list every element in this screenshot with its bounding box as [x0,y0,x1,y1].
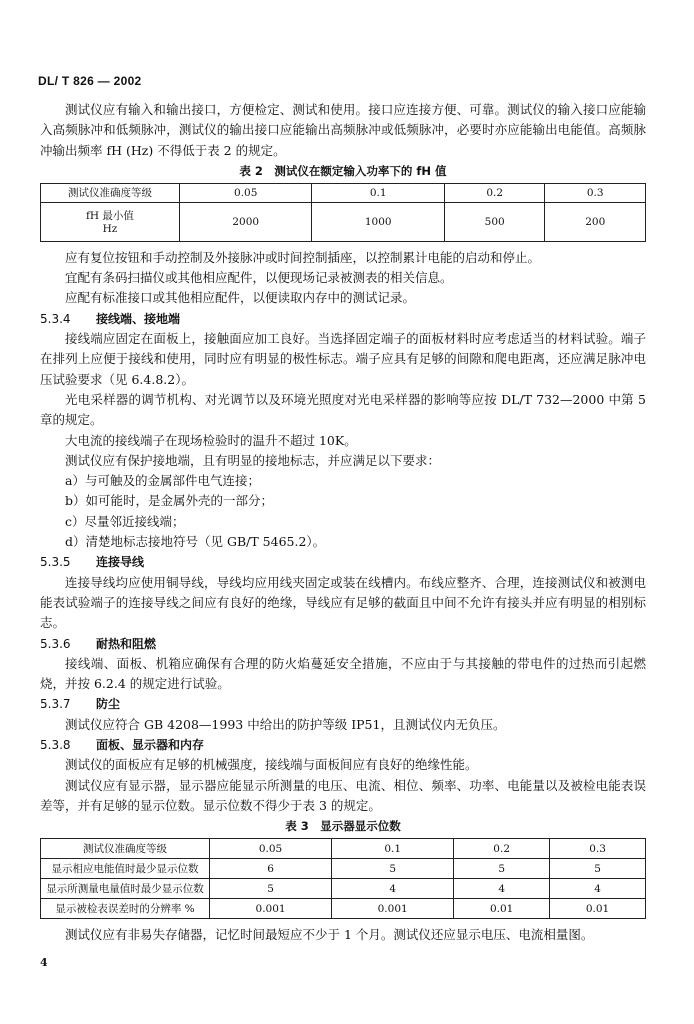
section-number: 5.3.4 [40,311,71,326]
table-2 [40,183,646,242]
table-cell: 显示被检表误差时的分辨率 % [41,899,210,919]
table-row [41,899,646,919]
list-item: c）尽量邻近接线端； [65,513,185,529]
section-number: 5.3.7 [40,697,71,712]
table-cell: 0.001 [210,899,332,919]
paragraph: 宜配有条码扫描仪或其他相应配件，以便现场记录被测表的相关信息。 [65,270,453,286]
table-cell: 0.3 [545,183,646,202]
paragraph: 应有复位按钮和手动控制及外接脉冲或时间控制插座，以控制累计电能的启动和停止。 [65,249,541,265]
table-cell: 0.01 [454,899,550,919]
table-cell: 4 [332,879,454,899]
table-cell [41,202,180,241]
paragraph: 应配有标准接口或其他相应配件，以便读取内存中的测试记录。 [65,290,416,306]
document-body [40,100,646,946]
section-heading [40,309,646,329]
table-cell: 测试仪准确度等级 [41,183,180,202]
paragraph: 大电流的接线端子在现场检验时的温升不超过 10K。 [65,432,357,448]
list-item: a）与可触及的金属部件电气连接； [65,473,260,489]
table-cell: 显示相应电能值时最少显示位数 [41,859,210,879]
page-number: 4 [40,956,48,969]
table-cell: 0.1 [332,839,454,859]
section-number: 5.3.6 [40,636,71,651]
table-cell: 5 [210,879,332,899]
paragraph: 测试仪应有非易失存储器，记忆时间最短应不少于 1 个月。测试仪还应显示电压、电流相量图。 [65,927,594,943]
section-heading [40,694,646,714]
section-heading [40,735,646,755]
table-cell: 0.01 [550,899,646,919]
table-row [41,183,646,202]
list-item: b）如可能时，是金属外壳的一部分； [65,493,274,509]
table-cell: 0.2 [454,839,550,859]
table-cell: 4 [550,879,646,899]
paragraph: 测试仪的面板应有足够的机械强度，接线端与面板间应有良好的绝缘性能。 [65,757,478,773]
section-heading [40,634,646,654]
table-2-caption: 表 2 测试仪在额定输入功率下的 fH 值 [239,163,447,178]
paragraph: 光电采样器的调节机构、对光调节以及环境光照度对光电采样器的影响等应按 DL/T 732—2000 中第 5 章的规定。 [40,391,646,428]
table-3 [40,838,646,919]
table-cell: 5 [332,859,454,879]
table-cell: 5 [550,859,646,879]
section-heading [40,552,646,572]
table-cell: 显示所测量电量值时最少显示位数 [41,879,210,899]
section-title: 面板、显示器和内存 [96,738,205,753]
fh-unit: Hz [102,223,118,236]
paragraph: 接线端、面板、机箱应确保有合理的防火焰蔓延安全措施，不应由于与其接触的带电件的过热而引起燃烧，并按 6.2.4 的规定进行试验。 [40,655,646,692]
paragraph: 测试仪应符合 GB 4208—1993 中给出的防护等级 IP51，且测试仪内无负压。 [65,716,506,732]
section-title: 接线端、接地端 [96,311,181,326]
paragraph: 接线端应固定在面板上，接触面应加工良好。当选择固定端子的面板材料时应考虑适当的材料试验。端子在排列上应便于接线和使用，同时应有明显的极性标志。端子应具有足够的间隙和爬电距离，还应满足脉冲电压试验要求（见 6.4.8.2）。 [40,331,646,387]
paragraph: 测试仪应有输入和输出接口，方便检定、测试和使用。接口应连接方便、可靠。测试仪的输入接口应能输入高频脉冲和低频脉冲，测试仪的输出接口应能输出高频脉冲或低频脉冲，必要时亦应能输出电能值。高频脉冲输出频率 fH (Hz) 不得低于表 2 的规定。 [40,102,646,158]
table-row [41,879,646,899]
table-cell: 0.05 [210,839,332,859]
section-number: 5.3.5 [40,555,71,570]
list-item: d）清楚地标志接地符号（见 GB/T 5465.2）。 [65,534,326,550]
table-cell: 测试仪准确度等级 [41,839,210,859]
table-cell: 0.001 [332,899,454,919]
table-row [41,839,646,859]
standard-code: DL/ T 826 — 2002 [38,74,142,88]
section-title: 连接导线 [96,555,145,570]
table-cell: 0.3 [550,839,646,859]
table-cell: 5 [454,859,550,879]
paragraph: 连接导线均应使用铜导线，导线均应用线夹固定或装在线槽内。布线应整齐、合理，连接测试仪和被测电能表试验端子的连接导线之间应有良好的绝缘，导线应有足够的截面且中间不允许有接头并应有明显的相别标志。 [40,574,646,631]
section-title: 耐热和阻燃 [96,636,157,651]
table-cell: 2000 [180,202,312,241]
table-cell: 1000 [312,202,444,241]
section-number: 5.3.8 [40,738,71,753]
paragraph: 测试仪应有保护接地端，且有明显的接地标志，并应满足以下要求： [65,452,441,468]
table-row [41,859,646,879]
table-cell: 6 [210,859,332,879]
table-cell: 200 [545,202,646,241]
table-cell: 0.2 [444,183,545,202]
paragraph: 测试仪应有显示器，显示器应能显示所测量的电压、电流、相位、频率、功率、电能量以及被检电能表误差等，并有足够的显示位数。显示位数不得少于表 3 的规定。 [40,777,646,813]
table-row [41,202,646,241]
fh-label: fH 最小值 [86,210,134,223]
table-cell: 4 [454,879,550,899]
table-3-caption: 表 3 显示器显示位数 [285,819,401,834]
table-cell: 0.1 [312,183,444,202]
table-cell: 500 [444,202,545,241]
section-title: 防尘 [96,697,121,712]
table-cell: 0.05 [180,183,312,202]
